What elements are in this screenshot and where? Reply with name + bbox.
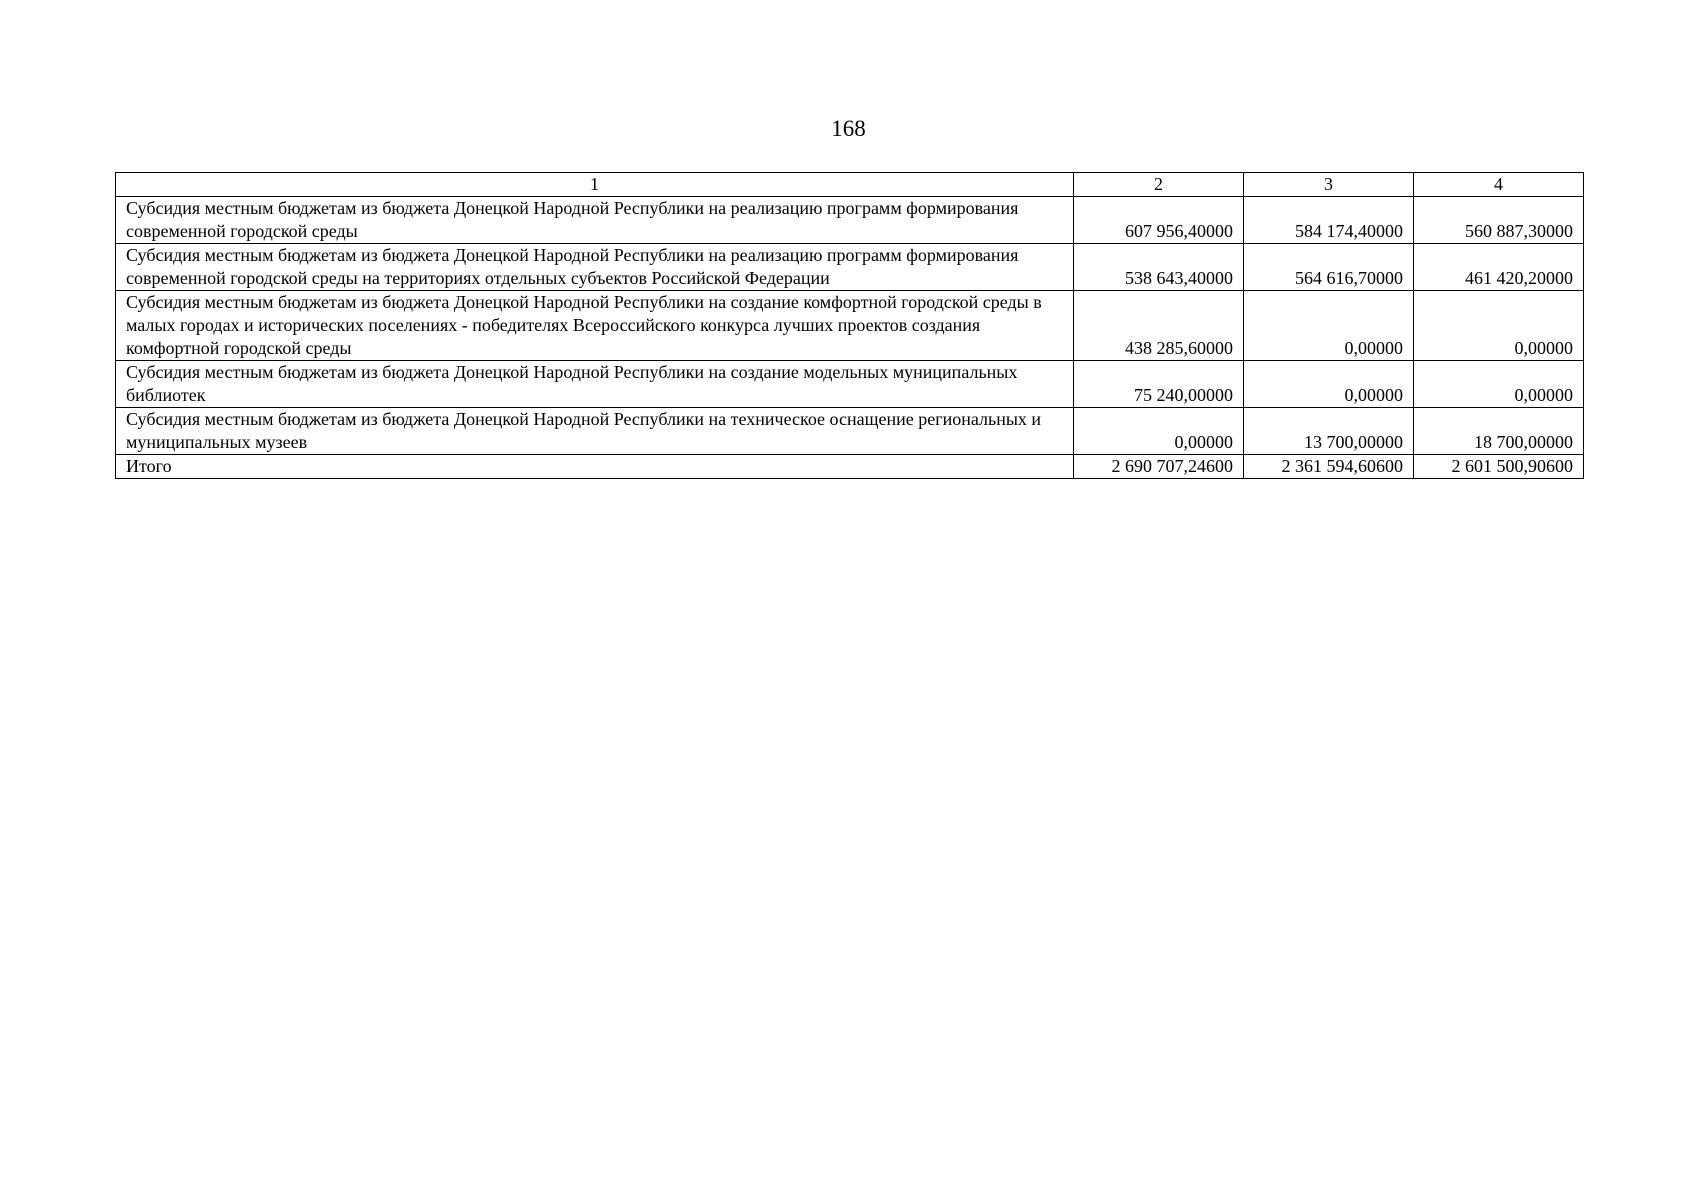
total-label: Итого xyxy=(116,455,1074,479)
row-name: Субсидия местным бюджетам из бюджета Донецкой Народной Республики на создание комфортной городской среды в малых городах и исторических поселениях - победителях Всероссийского конкурса лучших проектов создания комфортной городской среды xyxy=(116,291,1074,361)
row-value-col3: 584 174,40000 xyxy=(1244,197,1414,244)
column-number-4: 4 xyxy=(1414,173,1584,197)
row-value-col2: 75 240,00000 xyxy=(1074,361,1244,408)
table-row xyxy=(116,408,1584,455)
total-value-col4: 2 601 500,90600 xyxy=(1414,455,1584,479)
table-row xyxy=(116,361,1584,408)
row-value-col3: 564 616,70000 xyxy=(1244,244,1414,291)
total-value-col2: 2 690 707,24600 xyxy=(1074,455,1244,479)
row-value-col2: 607 956,40000 xyxy=(1074,197,1244,244)
column-number-1: 1 xyxy=(116,173,1074,197)
column-number-2: 2 xyxy=(1074,173,1244,197)
row-name: Субсидия местным бюджетам из бюджета Донецкой Народной Республики на реализацию программ формирования современной городской среды xyxy=(116,197,1074,244)
column-number-row xyxy=(116,173,1584,197)
row-value-col3: 13 700,00000 xyxy=(1244,408,1414,455)
row-value-col4: 18 700,00000 xyxy=(1414,408,1584,455)
table-row xyxy=(116,291,1584,361)
row-value-col3: 0,00000 xyxy=(1244,291,1414,361)
row-name: Субсидия местным бюджетам из бюджета Донецкой Народной Республики на реализацию программ формирования современной городской среды на территориях отдельных субъектов Российской Федерации xyxy=(116,244,1074,291)
row-name: Субсидия местным бюджетам из бюджета Донецкой Народной Республики на техническое оснащение региональных и муниципальных музеев xyxy=(116,408,1074,455)
page-number: 168 xyxy=(831,116,866,141)
row-value-col2: 0,00000 xyxy=(1074,408,1244,455)
budget-table xyxy=(115,172,1584,479)
total-row xyxy=(116,455,1584,479)
row-value-col2: 538 643,40000 xyxy=(1074,244,1244,291)
row-value-col3: 0,00000 xyxy=(1244,361,1414,408)
total-value-col3: 2 361 594,60600 xyxy=(1244,455,1414,479)
row-name: Субсидия местным бюджетам из бюджета Донецкой Народной Республики на создание модельных муниципальных библиотек xyxy=(116,361,1074,408)
table-row xyxy=(116,244,1584,291)
row-value-col4: 461 420,20000 xyxy=(1414,244,1584,291)
row-value-col4: 560 887,30000 xyxy=(1414,197,1584,244)
row-value-col4: 0,00000 xyxy=(1414,361,1584,408)
row-value-col4: 0,00000 xyxy=(1414,291,1584,361)
table-row xyxy=(116,197,1584,244)
row-value-col2: 438 285,60000 xyxy=(1074,291,1244,361)
column-number-3: 3 xyxy=(1244,173,1414,197)
